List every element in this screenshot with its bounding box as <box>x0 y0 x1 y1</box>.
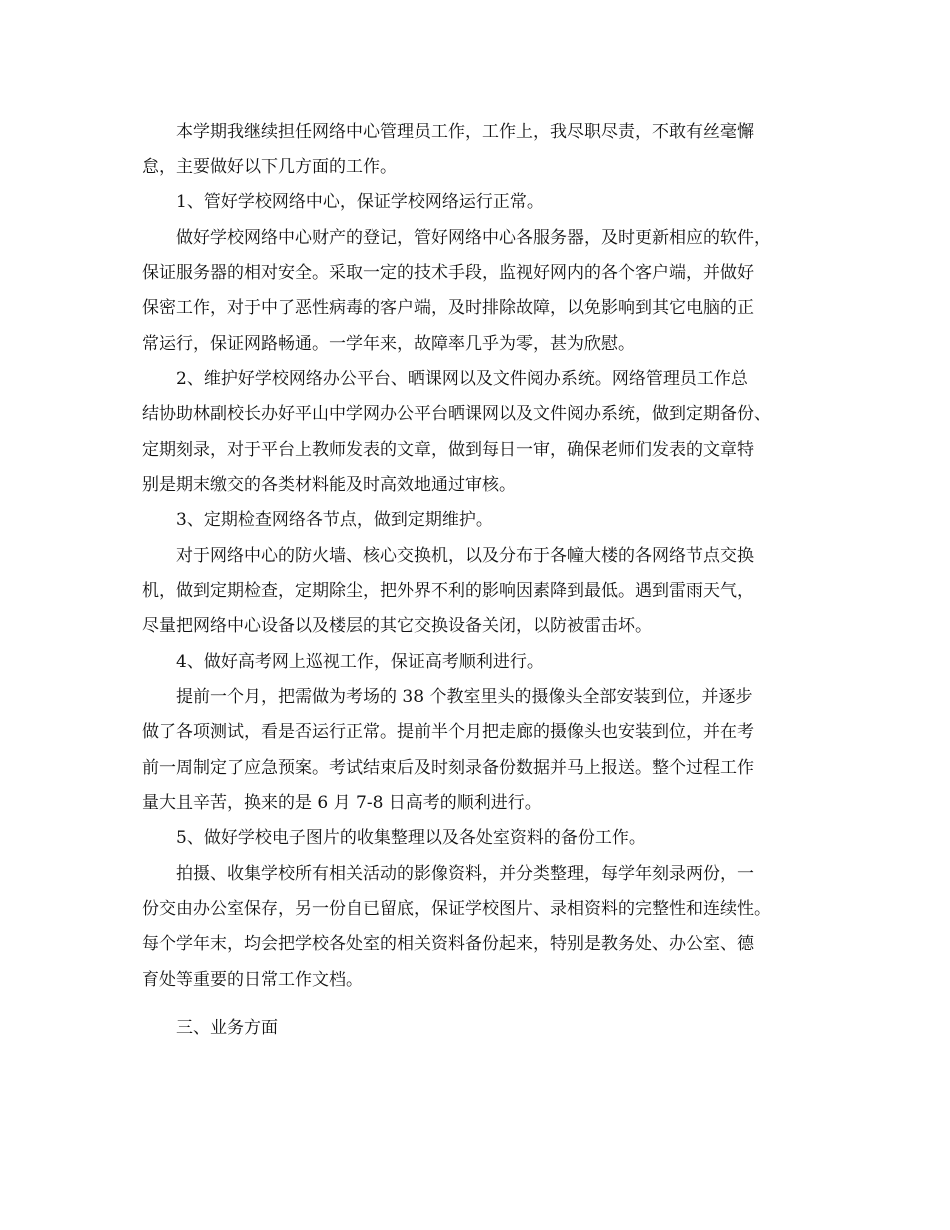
section-heading-business: 三、业务方面 <box>176 1018 278 1038</box>
section-heading-1: 1、管好学校网络中心，保证学校网络运行正常。 <box>176 192 544 212</box>
paragraph-line: 别是期末缴交的各类材料能及时高效地通过审核。 <box>142 475 516 495</box>
paragraph-line: 每个学年末，均会把学校各处室的相关资料备份起来，特别是教务处、办公室、德 <box>142 934 754 954</box>
section-heading-2: 2、维护好学校网络办公平台、晒课网以及文件阅办系统。网络管理员工作总 <box>176 369 748 389</box>
paragraph-line: 拍摄、收集学校所有相关活动的影像资料，并分类整理，每学年刻录两份，一 <box>176 864 754 884</box>
paragraph-line: 定期刻录，对于平台上教师发表的文章，做到每日一审，确保老师们发表的文章特 <box>142 440 754 460</box>
paragraph-line: 本学期我继续担任网络中心管理员工作，工作上，我尽职尽责，不敢有丝毫懈 <box>176 122 754 142</box>
paragraph-line: 机，做到定期检查，定期除尘，把外界不利的影响因素降到最低。遇到雷雨天气， <box>142 581 754 601</box>
paragraph-line: 对于网络中心的防火墙、核心交换机，以及分布于各幢大楼的各网络节点交换 <box>176 546 754 566</box>
section-heading-5: 5、做好学校电子图片的收集整理以及各处室资料的备份工作。 <box>176 828 646 848</box>
paragraph-line: 常运行，保证网路畅通。一学年来，故障率几乎为零，甚为欣慰。 <box>142 334 635 354</box>
paragraph-line: 尽量把网络中心设备以及楼层的其它交换设备关闭，以防被雷击坏。 <box>142 616 652 636</box>
paragraph-line: 前一周制定了应急预案。考试结束后及时刻录备份数据并马上报送。整个过程工作 <box>142 758 754 778</box>
section-heading-3: 3、定期检查网络各节点，做到定期维护。 <box>176 510 493 530</box>
section-heading-4: 4、做好高考网上巡视工作，保证高考顺利进行。 <box>176 652 544 672</box>
paragraph-line: 怠，主要做好以下几方面的工作。 <box>142 157 397 177</box>
paragraph-line: 做了各项测试，看是否运行正常。提前半个月把走廊的摄像头也安装到位，并在考 <box>142 722 754 742</box>
paragraph-line: 提前一个月，把需做为考场的 38 个教室里头的摄像头全部安装到位，并逐步 <box>176 687 753 707</box>
paragraph-line: 份交由办公室保存，另一份自已留底，保证学校图片、录相资料的完整性和连续性。 <box>142 899 771 919</box>
paragraph-line: 结协助林副校长办好平山中学网办公平台晒课网以及文件阅办系统，做到定期备份、 <box>142 404 771 424</box>
paragraph-line: 育处等重要的日常工作文档。 <box>142 970 363 990</box>
paragraph-line: 量大且辛苦，换来的是 6 月 7-8 日高考的顺利进行。 <box>142 793 542 813</box>
paragraph-line: 保密工作，对于中了恶性病毒的客户端，及时排除故障，以免影响到其它电脑的正 <box>142 298 754 318</box>
paragraph-line: 保证服务器的相对安全。采取一定的技术手段，监视好网内的各个客户端，并做好 <box>142 263 754 283</box>
paragraph-line: 做好学校网络中心财产的登记，管好网络中心各服务器，及时更新相应的软件， <box>176 228 771 248</box>
